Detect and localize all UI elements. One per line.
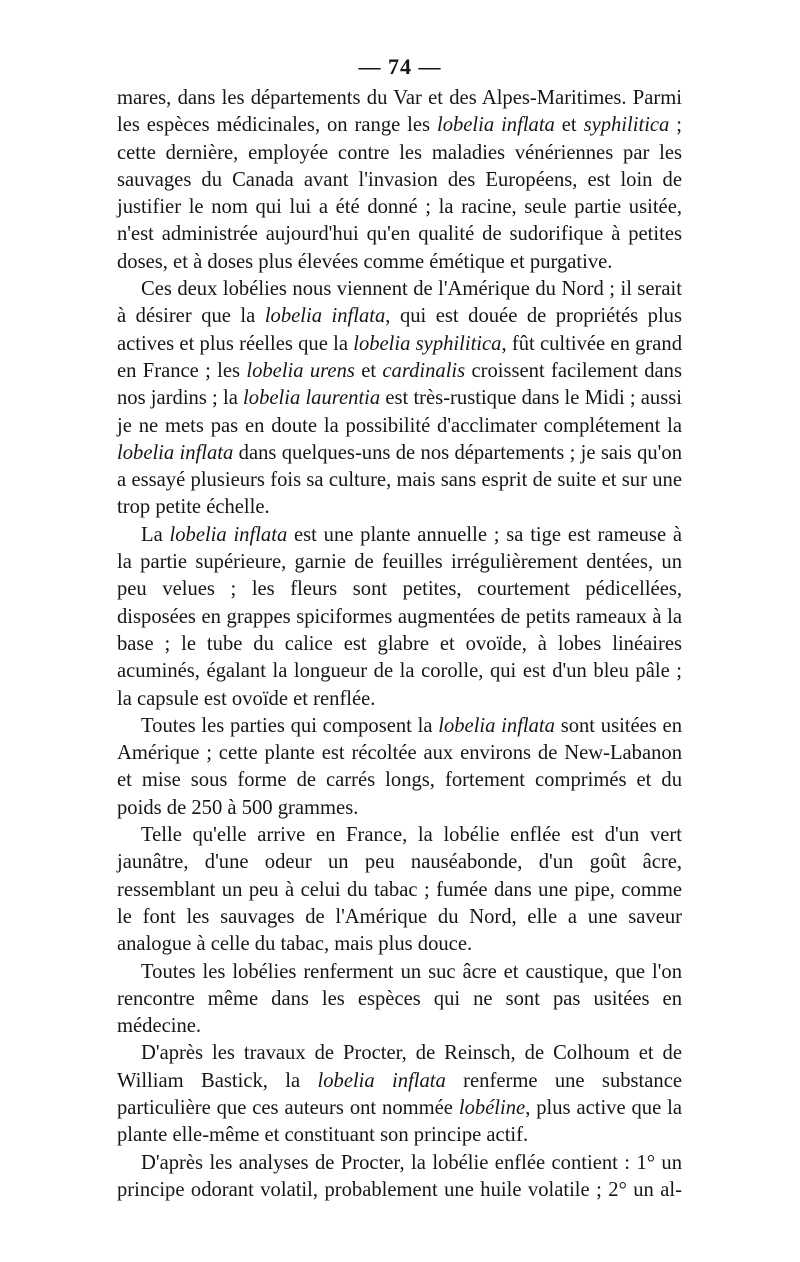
text-run: Toutes les parties qui composent la [141, 714, 439, 737]
text-run: mares, dans les départements du Var et des Alpes-Maritimes. Parmi les espèces médicinales, on range les [117, 87, 682, 137]
text-run: est très-rustique dans le Midi ; aussi je ne mets pas en doute la possibilité d'acclimater complétement la [117, 387, 682, 437]
italic-term: lobelia inflata [317, 1069, 446, 1092]
italic-term: lobelia inflata [169, 523, 288, 546]
italic-term: lobelia inflata [438, 714, 555, 737]
text-run: renferme une substance particulière que ces auteurs ont nommée [117, 1069, 682, 1119]
text-run: D'après les travaux de Procter, de Reinsch, de Colhoum et de William Bastick, la [117, 1042, 682, 1092]
text-run: Telle qu'elle arrive en France, la lobélie enflée est d'un vert jaunâtre, d'une odeur un peu nauséabonde, d'un goût âcre, ressemblant un peu à celui du tabac ; fumée dans une pipe, comme le font les sauvages de l'Amérique du Nord, elle a une saveur analogue à celle du tabac, mais plus douce. [117, 824, 682, 956]
text-run: est une plante annuelle ; sa tige est rameuse à la partie supérieure, garnie de feuilles irrégulièrement dentées, un peu velues ; les fleurs sont petites, courtement pédicellées, disposées en grappes spiciformes augmentées de petits rameaux à la base ; le tube du calice est glabre et ovoïde, à lobes linéaires acuminés, égalant la longueur de la corolle, qui est d'un bleu pâle ; la capsule est ovoïde et renflée. [117, 523, 682, 710]
paragraph [117, 713, 682, 822]
text-run: , fût cultivée en grand en France ; les [117, 332, 683, 382]
text-run: D'après les analyses de Procter, la lobélie enflée contient : 1° un principe odorant volatil, probablement une huile volatile ; 2° un al- [117, 1151, 682, 1201]
italic-term: lobelia inflata [117, 441, 234, 464]
text-run: et [554, 114, 584, 137]
paragraph [117, 522, 682, 713]
paragraph [117, 822, 682, 958]
italic-term: lobelia inflata [264, 305, 386, 328]
text-run: croissent facilement dans nos jardins ; la [117, 359, 682, 410]
paragraph [117, 276, 682, 522]
text-run: et [354, 359, 383, 382]
paragraph [117, 1040, 682, 1149]
text-run: Toutes les lobélies renferment un suc âcre et caustique, que l'on rencontre même dans les espèces qui ne sont pas usitées en médecine. [117, 960, 682, 1038]
italic-term: lobelia laurentia [243, 387, 381, 410]
italic-term: lobéline [458, 1096, 526, 1119]
italic-term: lobelia syphilitica [353, 332, 502, 355]
text-run: sont usitées en Amérique ; cette plante est récoltée aux environs de New-Labanon et mise sous forme de carrés longs, fortement comprimés et du poids de 250 à 500 grammes. [117, 714, 682, 819]
paragraph [117, 959, 682, 1041]
paragraph [117, 1150, 682, 1205]
text-run: , plus active que la plante elle-même et constituant son principe actif. [117, 1096, 682, 1147]
italic-term: syphilitica [583, 114, 670, 137]
paragraph [117, 85, 682, 276]
text-run: Ces deux lobélies nous viennent de l'Amérique du Nord ; il serait à désirer que la [117, 278, 682, 328]
italic-term: lobelia inflata [436, 114, 555, 137]
italic-term: lobelia urens [246, 359, 355, 382]
body-text [117, 85, 682, 1204]
text-run: , qui est douée de propriétés plus actives et plus réelles que la [117, 305, 682, 355]
italic-term: cardinalis [382, 359, 466, 382]
text-run: dans quelques-uns de nos départements ; je sais qu'on a essayé plusieurs fois sa culture, mais sans esprit de suite et sur une trop petite échelle. [117, 441, 682, 519]
text-run: ; cette dernière, employée contre les maladies vénériennes par les sauvages du Canada avant l'invasion des Européens, est loin de justifier le nom qui lui a été donné ; la racine, seule partie usitée, n'est administrée aujourd'hui qu'en qualité de sudorifique à petites doses, et à doses plus élevées comme émétique et purgative. [117, 114, 682, 273]
page-number: — 74 — [358, 54, 442, 79]
text-run: La [141, 523, 170, 546]
